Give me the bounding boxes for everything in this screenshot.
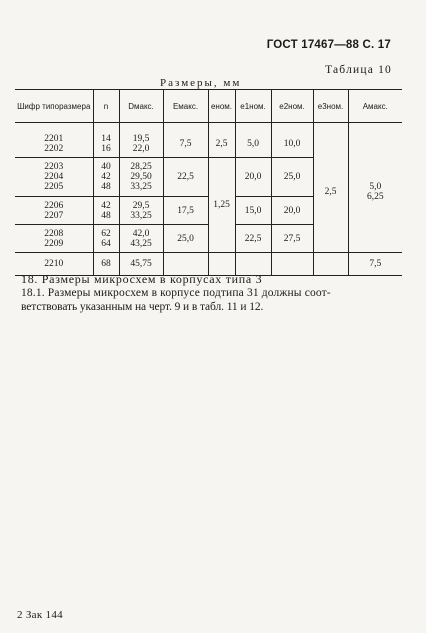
cell-n: 48 [101, 182, 111, 192]
section-paragraph [21, 286, 393, 314]
cell-e-nom: 1,25 [208, 158, 235, 253]
cell-d-max: 29,5 [132, 200, 150, 211]
cell-n: 42 [101, 200, 111, 211]
cell-d-max: 43,25 [130, 238, 152, 249]
paragraph-line: 18.1. Размеры микросхем в корпусе подтипа 31 должны соот- [21, 287, 331, 299]
cell-d-max: 33,25 [130, 182, 152, 192]
table-header-row [15, 90, 402, 123]
col-n: n [93, 90, 119, 123]
cell-e-max: 22,5 [163, 158, 208, 197]
cell-e2-nom: 27,5 [271, 225, 313, 253]
cell-d-max: 33,25 [130, 210, 152, 221]
col-a-max: Aмакс. [348, 90, 402, 123]
cell-n: 14 [101, 134, 111, 144]
cell-e1-nom: 22,5 [235, 225, 271, 253]
col-e1-nom: e1ном. [235, 90, 271, 123]
paragraph-line: ветствовать указанным на черт. 9 и в табл. 11 и 12. [21, 301, 264, 313]
cell-a-max-value: 6,25 [366, 191, 384, 202]
cell-e-nom: 2,5 [208, 131, 235, 158]
cell-n: 16 [101, 144, 111, 154]
col-e2-nom: e2ном. [271, 90, 313, 123]
cell-code: 2204 [44, 172, 64, 182]
cell-a-max: 7,5 [348, 253, 402, 276]
cell-e1-nom: 5,0 [235, 131, 271, 158]
cell-e1-nom: 20,0 [235, 158, 271, 197]
table-caption: Таблица 10 [325, 64, 392, 76]
cell-d-max: 42,0 [132, 228, 150, 239]
col-e3-nom: e3ном. [313, 90, 348, 123]
cell-n: 40 [101, 162, 111, 172]
cell-code: 2203 [44, 162, 64, 172]
cell-d-max: 22,0 [132, 144, 150, 154]
section-title: 18. Размеры микросхем в корпусах типа 3 [21, 272, 263, 286]
cell-d-max: 45,75 [119, 253, 163, 276]
col-e-max: Eмакс. [163, 90, 208, 123]
cell-code: 2206 [44, 200, 64, 211]
cell-code: 2207 [44, 210, 64, 221]
cell-code: 2205 [44, 182, 64, 192]
cell-n: 48 [101, 210, 111, 221]
cell-e-max: 17,5 [163, 197, 208, 225]
cell-d-max: 29,50 [130, 172, 152, 182]
cell-code: 2209 [44, 238, 64, 249]
page-footer: 2 Зак 144 [17, 609, 63, 621]
cell-e2-nom: 10,0 [271, 131, 313, 158]
table-row [15, 131, 402, 158]
table-subtitle: Размеры, мм [160, 77, 242, 89]
cell-e2-nom: 25,0 [271, 158, 313, 197]
cell-n: 64 [101, 238, 111, 249]
cell-a-max [348, 131, 402, 253]
col-code: Шифр типоразмера [15, 90, 93, 123]
col-e-nom: eном. [208, 90, 235, 123]
cell-n: 68 [93, 253, 119, 276]
cell-d-max: 28,25 [130, 162, 152, 172]
cell-a-max-value: 5,0 [369, 181, 382, 192]
cell-e2-nom: 20,0 [271, 197, 313, 225]
cell-e1-nom: 15,0 [235, 197, 271, 225]
cell-e3-nom: 2,5 [313, 131, 348, 253]
cell-code: 2202 [44, 144, 64, 154]
cell-n: 42 [101, 172, 111, 182]
dimensions-table [15, 89, 402, 276]
cell-e-max: 7,5 [163, 131, 208, 158]
page-header: ГОСТ 17467—88 С. 17 [266, 39, 391, 51]
cell-n: 62 [101, 228, 111, 239]
cell-code: 2210 [15, 253, 93, 276]
cell-code: 2208 [44, 228, 64, 239]
col-d-max: Dмакс. [119, 90, 163, 123]
cell-e-max: 25,0 [163, 225, 208, 253]
cell-code: 2201 [44, 134, 64, 144]
cell-d-max: 19,5 [132, 134, 150, 144]
